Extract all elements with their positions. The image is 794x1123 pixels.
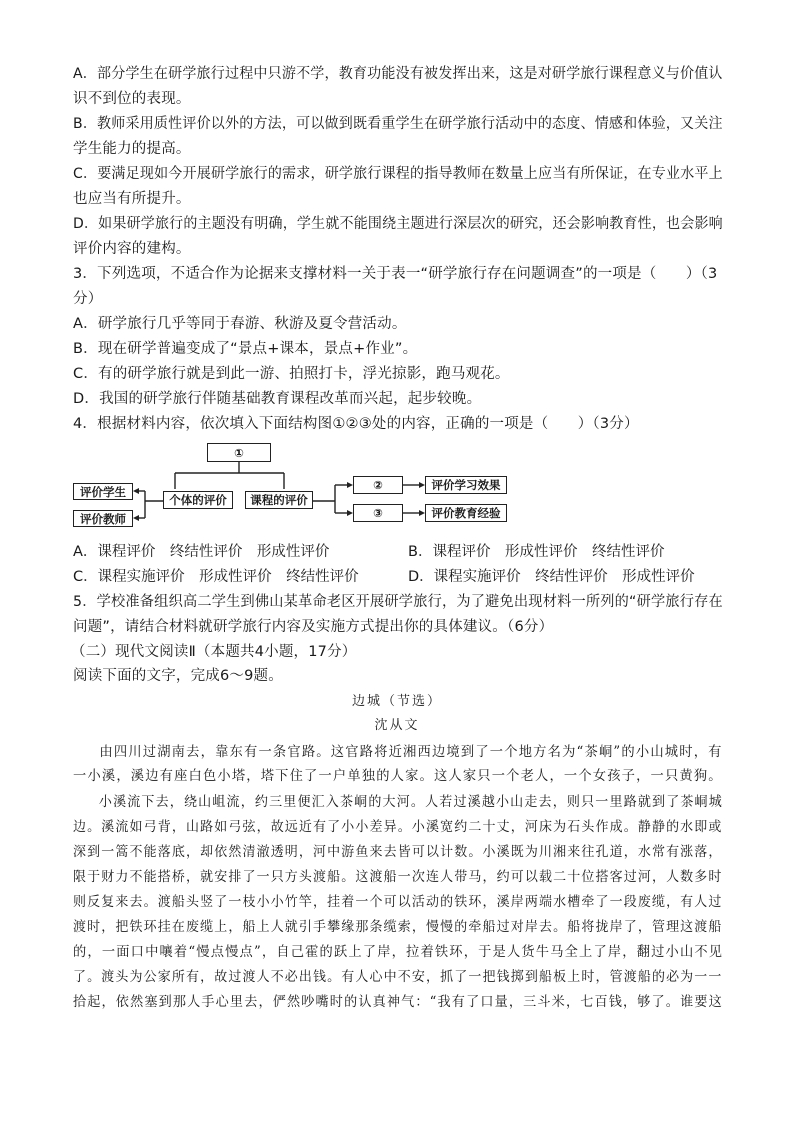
- q3-stem-line1: 3．下列选项，不适合作为论据来支撑材料一关于表一“研学旅行存在问题调查”的一项是（ ）（3: [73, 266, 718, 282]
- q2-option-d-line1: D．如果研学旅行的主题没有明确，学生就不能围绕主题进行深层次的研究，还会影响教育性，也会影响: [73, 216, 723, 232]
- q2-option-d-line2: 评价内容的建构。: [73, 241, 191, 257]
- passage-line-1: 由四川过湖南去，靠东有一条官路。这官路将近湘西边境到了一个地方名为“茶峒”的小山城时，有: [99, 744, 723, 760]
- q4-option-c: C．课程实施评价 形成性评价 终结性评价: [73, 569, 359, 585]
- q2-option-b-line1: B．教师采用质性评价以外的方法，可以做到既看重学生在研学旅行活动中的态度、情感和体验，又关注: [73, 116, 723, 132]
- q2-option-b-line2: 学生能力的提高。: [73, 141, 191, 157]
- passage-line-6: 限于财力不能搭桥，就安排了一只方头渡船。这渡船一次连人带马，约可以载二十位搭客过河，人数多时: [73, 869, 723, 885]
- diagram-box-2: ②: [353, 476, 403, 494]
- passage-line-5: 深到一篙不能落底，却依然清澈透明，河中游鱼来去皆可以计数。小溪既为川湘来往孔道，水常有涨落，: [73, 844, 723, 860]
- passage-line-4: 边。溪流如弓背，山路如弓弦，故远近有了小小差异。小溪宽约二十丈，河床为石头作成。静静的水即或: [73, 819, 723, 835]
- passage-line-8: 渡时，把铁环挂在废缆上，船上人就引手攀缘那条缆索，慢慢的牵船过对岸去。船将拢岸了，管理这渡船: [73, 919, 723, 935]
- q5-line2: 问题”，请结合材料就研学旅行内容及实施方式提出你的具体建议。（6分）: [73, 619, 554, 635]
- q4-option-b: B．课程评价 形成性评价 终结性评价: [408, 544, 665, 560]
- diagram-box-education-experience: 评价教育经验: [425, 504, 507, 522]
- q2-option-c-line1: C．要满足现如今开展研学旅行的需求，研学旅行课程的指导教师在数量上应当有所保证，在专业水平上: [73, 166, 723, 182]
- section-instruction: 阅读下面的文字，完成6～9题。: [73, 668, 283, 684]
- q2-option-c-line2: 也应当有所提升。: [73, 191, 191, 207]
- passage-line-9: 的，一面口中嚷着“慢点慢点”，自己霍的跃上了岸，拉着铁环，于是人货牛马全上了岸，翻过小山不见: [73, 944, 724, 960]
- diagram-box-1: ①: [207, 443, 271, 462]
- q3-option-d: D．我国的研学旅行伴随基础教育课程改革而兴起，起步较晚。: [73, 391, 482, 407]
- q3-option-a: A．研学旅行几乎等同于春游、秋游及夏令营活动。: [73, 316, 407, 332]
- q4-stem: 4．根据材料内容，依次填入下面结构图①②③处的内容，正确的一项是（ ）（3分）: [73, 416, 639, 432]
- q3-option-c: C．有的研学旅行就是到此一游、拍照打卡，浮光掠影，跑马观花。: [73, 366, 510, 382]
- diagram-box-course: 课程的评价: [245, 491, 313, 509]
- q5-line1: 5．学校准备组织高二学生到佛山某革命老区开展研学旅行，为了避免出现材料一所列的“研学旅行存在: [73, 594, 723, 610]
- diagram-box-individual: 个体的评价: [163, 491, 233, 509]
- q4-option-d: D．课程实施评价 终结性评价 形成性评价: [408, 569, 695, 585]
- q4-option-a: A．课程评价 终结性评价 形成性评价: [73, 544, 330, 560]
- q3-option-b: B．现在研学普遍变成了“景点+课本，景点+作业”。: [73, 341, 418, 357]
- q2-option-a-line1: A．部分学生在研学旅行过程中只游不学，教育功能没有被发挥出来，这是对研学旅行课程意义与价值认: [73, 66, 723, 82]
- diagram-box-evaluate-students: 评价学生: [73, 483, 133, 500]
- passage-author: 沈从文: [374, 718, 420, 733]
- passage-line-10: 了。渡头为公家所有，故过渡人不必出钱。有人心中不安，抓了一把钱掷到船板上时，管渡船的必为一一: [73, 969, 723, 985]
- passage-line-2: 一小溪，溪边有座白色小塔，塔下住了一户单独的人家。这人家只一个老人，一个女孩子，一只黄狗。: [73, 768, 723, 784]
- section-heading: （二）现代文阅读Ⅱ（本题共4小题，17分）: [71, 644, 357, 660]
- diagram-box-3: ③: [353, 504, 403, 522]
- structure-diagram: [73, 443, 513, 535]
- q2-option-a-line2: 识不到位的表现。: [73, 91, 191, 107]
- q3-stem-line2: 分）: [73, 291, 103, 307]
- diagram-box-evaluate-teachers: 评价教师: [73, 510, 133, 527]
- passage-line-3: 小溪流下去，绕山岨流，约三里便汇入茶峒的大河。人若过溪越小山走去，则只一里路就到了茶峒城: [98, 794, 723, 810]
- diagram-box-learning-effect: 评价学习效果: [425, 476, 507, 494]
- passage-line-7: 则反复来去。渡船头竖了一枝小小竹竿，挂着一个可以活动的铁环，溪岸两端水槽牵了一段废缆，有人过: [73, 894, 723, 910]
- passage-line-11: 拾起，依然塞到那人手心里去，俨然吵嘴时的认真神气：“我有了口量，三斗米，七百钱，够了。谁要这: [73, 994, 723, 1010]
- passage-title: 边城（节选）: [351, 694, 442, 709]
